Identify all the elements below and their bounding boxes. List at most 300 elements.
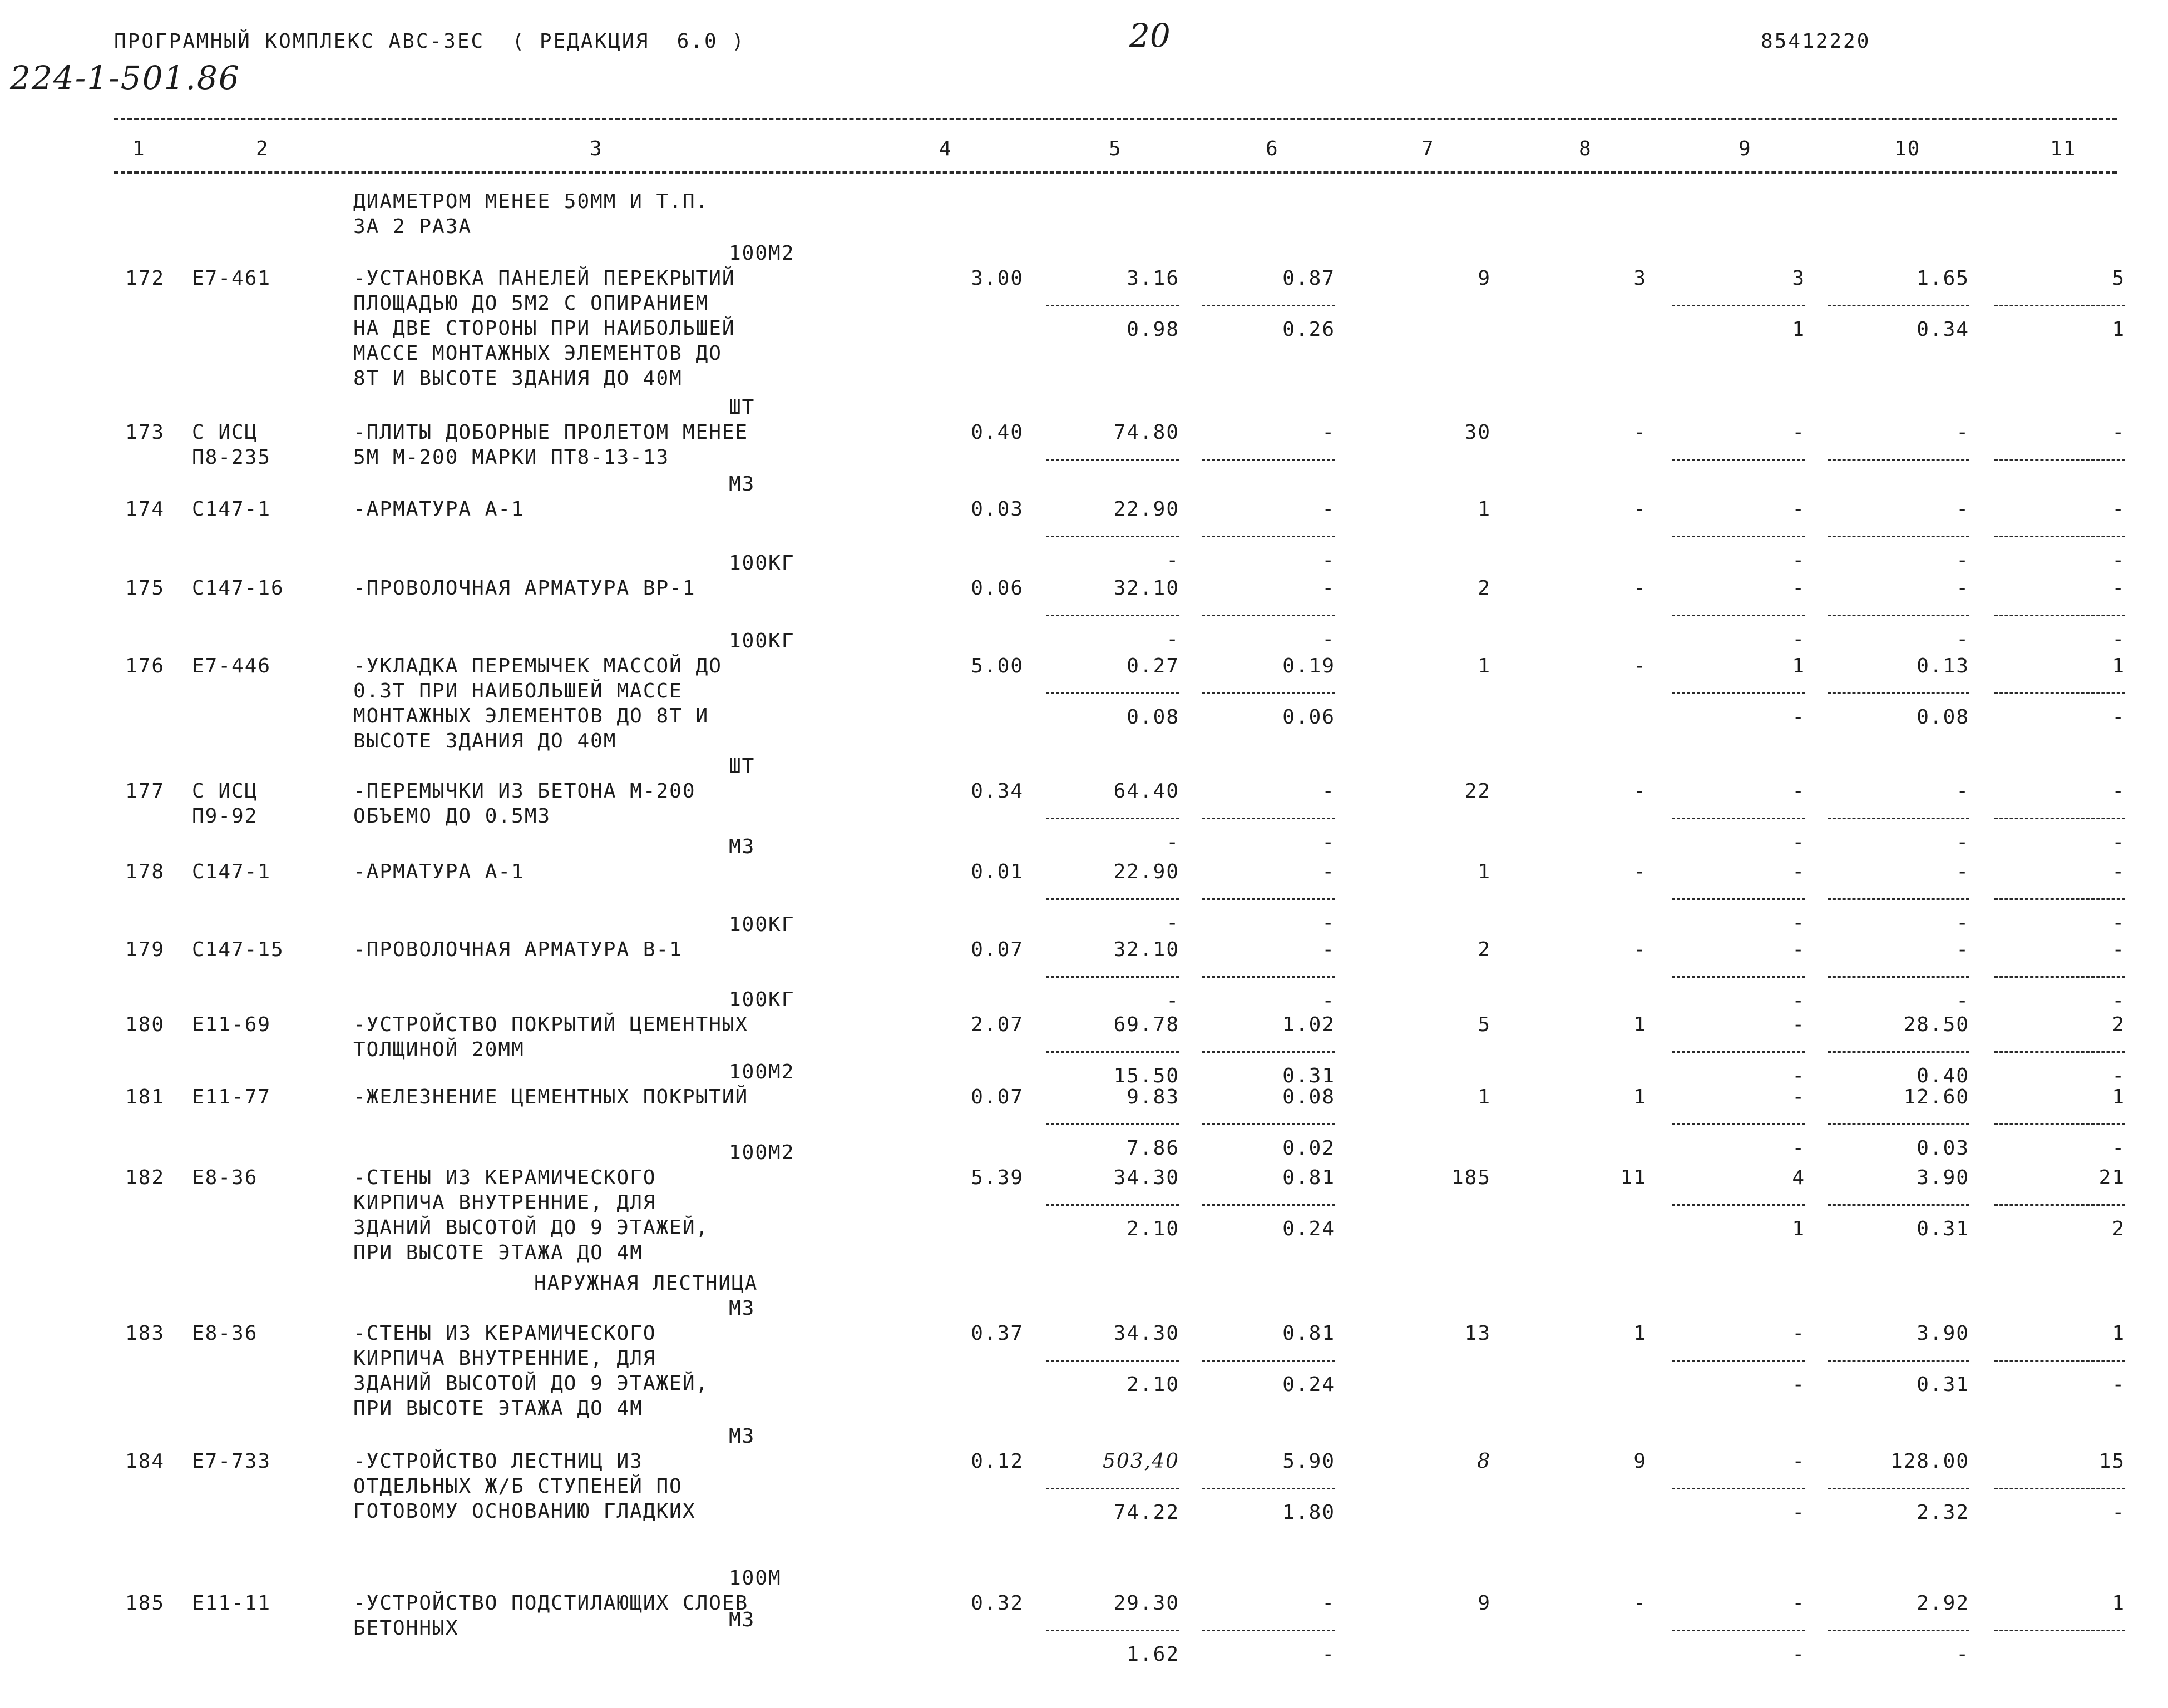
- value-underline: [1202, 976, 1335, 978]
- value-c4: 0.07: [971, 1086, 1024, 1108]
- value-c6: 1.02: [1282, 1013, 1335, 1036]
- value-c6: -: [1322, 498, 1335, 521]
- value-c10b: 0.03: [1917, 1137, 1969, 1160]
- unit-label: М3: [729, 473, 755, 496]
- value-c10: 0.13: [1917, 655, 1969, 677]
- value-c11: -: [2112, 938, 2125, 961]
- unit-label: 100КГ: [729, 913, 795, 936]
- value-c7: 9: [1478, 267, 1491, 290]
- value-c10: -: [1956, 498, 1969, 521]
- value-c10b: 0.31: [1917, 1217, 1969, 1240]
- value-c5b: 1.62: [1127, 1643, 1179, 1666]
- value-c8: -: [1633, 780, 1647, 803]
- value-c8: 1: [1633, 1086, 1647, 1108]
- value-c11: -: [2112, 577, 2125, 600]
- value-c4: 0.37: [971, 1322, 1024, 1345]
- value-c9: -: [1792, 780, 1805, 803]
- value-c5: 32.10: [1113, 938, 1179, 961]
- row-number: 184: [125, 1450, 165, 1473]
- value-c4: 0.12: [971, 1450, 1024, 1473]
- value-c9b: -: [1792, 831, 1805, 854]
- column-header-7: 7: [1421, 137, 1435, 160]
- value-underline: [1046, 1630, 1179, 1631]
- value-c9: -: [1792, 938, 1805, 961]
- value-underline: [1046, 692, 1179, 694]
- value-c5b: 0.08: [1127, 706, 1179, 729]
- value-c4: 0.34: [971, 780, 1024, 803]
- column-header-9: 9: [1739, 137, 1752, 160]
- value-c6b: 0.24: [1282, 1217, 1335, 1240]
- value-underline: [1828, 1123, 1969, 1125]
- value-c6: -: [1322, 421, 1335, 444]
- value-c4: 0.40: [971, 421, 1024, 444]
- value-c10b: 0.08: [1917, 706, 1969, 729]
- value-underline: [1828, 615, 1969, 616]
- value-underline: [1202, 615, 1335, 616]
- column-header-1: 1: [132, 137, 146, 160]
- value-c11b: -: [2112, 549, 2125, 572]
- value-c9b: -: [1792, 989, 1805, 1012]
- value-c5: 29.30: [1113, 1592, 1179, 1615]
- value-underline: [1046, 459, 1179, 461]
- value-c9: -: [1792, 577, 1805, 600]
- value-underline: [1672, 1123, 1805, 1125]
- value-underline: [1202, 692, 1335, 694]
- work-description: -ПРОВОЛОЧНАЯ АРМАТУРА В-1: [353, 938, 683, 961]
- value-c11b: -: [2112, 1065, 2125, 1087]
- value-c11b: -: [2112, 1501, 2125, 1524]
- value-underline: [1994, 818, 2125, 819]
- value-c8: 3: [1633, 267, 1647, 290]
- value-c6b: -: [1322, 1643, 1335, 1666]
- value-c10: -: [1956, 577, 1969, 600]
- value-c11: 1: [2112, 1322, 2125, 1345]
- continuation-description: ДИАМЕТРОМ МЕНЕЕ 50ММ И Т.П. ЗА 2 РАЗА: [353, 190, 709, 238]
- value-underline: [1828, 898, 1969, 900]
- unit-label: ШТ: [729, 396, 755, 419]
- value-c9: -: [1792, 1322, 1805, 1345]
- value-c5: 64.40: [1113, 780, 1179, 803]
- value-c6: 0.87: [1282, 267, 1335, 290]
- value-underline: [1994, 976, 2125, 978]
- value-c11: 1: [2112, 655, 2125, 677]
- value-c10: -: [1956, 421, 1969, 444]
- value-underline: [1994, 459, 2125, 461]
- value-c10: 28.50: [1903, 1013, 1969, 1036]
- value-underline: [1202, 1123, 1335, 1125]
- column-header-3: 3: [590, 137, 603, 160]
- value-c10: 12.60: [1903, 1086, 1969, 1108]
- value-c10: -: [1956, 860, 1969, 883]
- value-underline: [1672, 305, 1805, 306]
- work-description: -ЖЕЛЕЗНЕНИЕ ЦЕМЕНТНЫХ ПОКРЫТИЙ: [353, 1086, 749, 1108]
- value-c9: -: [1792, 1013, 1805, 1036]
- unit-label: 100М: [729, 1567, 782, 1590]
- value-c11: 1: [2112, 1086, 2125, 1108]
- row-number: 177: [125, 780, 165, 803]
- value-underline: [1828, 1204, 1969, 1206]
- value-c5: 34.30: [1113, 1166, 1179, 1189]
- rate-code: Е7-446: [192, 655, 271, 677]
- unit-label: М3: [729, 1297, 755, 1320]
- value-c8: 11: [1620, 1166, 1647, 1189]
- value-c5: 34.30: [1113, 1322, 1179, 1345]
- value-c5b: 15.50: [1113, 1065, 1179, 1087]
- value-c10b: -: [1956, 549, 1969, 572]
- value-underline: [1202, 1204, 1335, 1206]
- unit-label: М3: [729, 835, 755, 858]
- value-c7: 185: [1451, 1166, 1491, 1189]
- value-c9: -: [1792, 1450, 1805, 1473]
- row-number: 175: [125, 577, 165, 600]
- value-underline: [1046, 536, 1179, 537]
- value-c7: 1: [1478, 1086, 1491, 1108]
- row-number: 172: [125, 267, 165, 290]
- unit-label: 100КГ: [729, 552, 795, 575]
- value-c6b: 1.80: [1282, 1501, 1335, 1524]
- value-c10b: 0.40: [1917, 1065, 1969, 1087]
- value-underline: [1828, 1630, 1969, 1631]
- work-description: -СТЕНЫ ИЗ КЕРАМИЧЕСКОГО КИРПИЧА ВНУТРЕННИЕ, ДЛЯ ЗДАНИЙ ВЫСОТОЙ ДО 9 ЭТАЖЕЙ, ПРИ ВЫСОТЕ ЭТАЖА ДО 4М: [353, 1166, 709, 1264]
- document-code: 85412220: [1761, 30, 1871, 53]
- value-underline: [1046, 305, 1179, 306]
- value-c6: 0.81: [1282, 1166, 1335, 1189]
- unit-label: 100КГ: [729, 630, 795, 652]
- work-description: -УКЛАДКА ПЕРЕМЫЧЕК МАССОЙ ДО 0.3Т ПРИ НАИБОЛЬШЕЙ МАССЕ МОНТАЖНЫХ ЭЛЕМЕНТОВ ДО 8Т И ВЫСОТЕ ЗДАНИЯ ДО 40М: [353, 655, 722, 752]
- value-c8: 1: [1633, 1013, 1647, 1036]
- value-underline: [1202, 1630, 1335, 1631]
- value-underline: [1672, 692, 1805, 694]
- value-underline: [1994, 1360, 2125, 1362]
- value-c7: 30: [1464, 421, 1491, 444]
- value-c11: -: [2112, 780, 2125, 803]
- value-underline: [1202, 536, 1335, 537]
- value-underline: [1672, 898, 1805, 900]
- value-c11b: -: [2112, 628, 2125, 651]
- column-header-4: 4: [939, 137, 952, 160]
- section-heading: НАРУЖНАЯ ЛЕСТНИЦА: [534, 1272, 758, 1295]
- rate-code: Е11-69: [192, 1013, 271, 1036]
- value-c9b: -: [1792, 706, 1805, 729]
- value-c11b: -: [2112, 1137, 2125, 1160]
- value-c10b: -: [1956, 1643, 1969, 1666]
- value-c5: 69.78: [1113, 1013, 1179, 1036]
- value-c11b: -: [2112, 706, 2125, 729]
- value-c10: 2.92: [1917, 1592, 1969, 1615]
- value-underline: [1672, 818, 1805, 819]
- header-rule-bottom: [114, 171, 2117, 174]
- value-c4: 0.03: [971, 498, 1024, 521]
- value-c5: 503,40: [1103, 1450, 1179, 1473]
- value-c10b: -: [1956, 628, 1969, 651]
- unit-label: 100КГ: [729, 988, 795, 1011]
- value-c10: 3.90: [1917, 1322, 1969, 1345]
- value-c6b: -: [1322, 912, 1335, 934]
- value-underline: [1046, 898, 1179, 900]
- value-c5: 9.83: [1127, 1086, 1179, 1108]
- value-underline: [1994, 1630, 2125, 1631]
- value-c5b: 2.10: [1127, 1217, 1179, 1240]
- value-c7: 22: [1464, 780, 1491, 803]
- value-c9b: -: [1792, 1065, 1805, 1087]
- value-c6b: 0.26: [1282, 318, 1335, 341]
- value-c5: 0.27: [1127, 655, 1179, 677]
- rate-code: Е7-461: [192, 267, 271, 290]
- unit-label: ШТ: [729, 755, 755, 778]
- value-c11b: 2: [2112, 1217, 2125, 1240]
- value-c9: 3: [1792, 267, 1805, 290]
- value-c8: -: [1633, 655, 1647, 677]
- value-c9: -: [1792, 1592, 1805, 1615]
- value-underline: [1994, 536, 2125, 537]
- header-rule-top: [114, 118, 2117, 120]
- rate-code: Е8-36: [192, 1322, 258, 1345]
- value-c6b: -: [1322, 628, 1335, 651]
- page-number: 20: [1129, 17, 1171, 55]
- value-c8: -: [1633, 498, 1647, 521]
- rate-code: С147-15: [192, 938, 284, 961]
- value-c5b: 74.22: [1113, 1501, 1179, 1524]
- rate-code: Е7-733: [192, 1450, 271, 1473]
- value-underline: [1828, 976, 1969, 978]
- value-c6: -: [1322, 860, 1335, 883]
- value-underline: [1672, 615, 1805, 616]
- work-description: -УСТРОЙСТВО ПОДСТИЛАЮЩИХ СЛОЕВ БЕТОННЫХ: [353, 1592, 749, 1640]
- value-c5: 22.90: [1113, 860, 1179, 883]
- value-c9b: -: [1792, 1373, 1805, 1396]
- value-underline: [1672, 1204, 1805, 1206]
- value-underline: [1046, 1360, 1179, 1362]
- value-underline: [1672, 1488, 1805, 1489]
- value-c4: 0.06: [971, 577, 1024, 600]
- value-c9b: -: [1792, 912, 1805, 934]
- column-header-2: 2: [256, 137, 269, 160]
- value-c5: 3.16: [1127, 267, 1179, 290]
- row-number: 182: [125, 1166, 165, 1189]
- value-underline: [1994, 898, 2125, 900]
- value-underline: [1046, 976, 1179, 978]
- row-number: 173: [125, 421, 165, 444]
- work-description: -СТЕНЫ ИЗ КЕРАМИЧЕСКОГО КИРПИЧА ВНУТРЕННИЕ, ДЛЯ ЗДАНИЙ ВЫСОТОЙ ДО 9 ЭТАЖЕЙ, ПРИ ВЫСОТЕ ЭТАЖА ДО 4М: [353, 1322, 709, 1420]
- unit-label: 100М2: [729, 1141, 795, 1164]
- value-c7: 1: [1478, 498, 1491, 521]
- value-c4: 5.00: [971, 655, 1024, 677]
- rate-code: С147-1: [192, 860, 271, 883]
- value-c5b: -: [1166, 831, 1179, 854]
- value-underline: [1202, 1051, 1335, 1053]
- value-underline: [1202, 818, 1335, 819]
- value-underline: [1046, 1051, 1179, 1053]
- value-c9b: -: [1792, 1643, 1805, 1666]
- value-c9: -: [1792, 860, 1805, 883]
- row-number: 174: [125, 498, 165, 521]
- work-description: -УСТАНОВКА ПАНЕЛЕЙ ПЕРЕКРЫТИЙ ПЛОЩАДЬЮ ДО 5М2 С ОПИРАНИЕМ НА ДВЕ СТОРОНЫ ПРИ НАИБОЛЬШЕЙ МАССЕ МОНТАЖНЫХ ЭЛЕМЕНТОВ ДО 8Т И ВЫСОТЕ ЗДАНИЯ ДО 40М: [353, 267, 735, 390]
- value-c4: 0.07: [971, 938, 1024, 961]
- value-c9b: -: [1792, 1137, 1805, 1160]
- value-underline: [1672, 1051, 1805, 1053]
- value-c5: 22.90: [1113, 498, 1179, 521]
- value-underline: [1994, 692, 2125, 694]
- value-c10: -: [1956, 780, 1969, 803]
- value-underline: [1046, 1204, 1179, 1206]
- value-c9b: 1: [1792, 318, 1805, 341]
- value-c7: 8: [1477, 1450, 1491, 1473]
- value-c9: 4: [1792, 1166, 1805, 1189]
- value-c5b: 7.86: [1127, 1137, 1179, 1160]
- row-number: 179: [125, 938, 165, 961]
- rate-code: Е11-11: [192, 1592, 271, 1615]
- value-c8: 1: [1633, 1322, 1647, 1345]
- value-c11: -: [2112, 498, 2125, 521]
- value-c4: 3.00: [971, 267, 1024, 290]
- value-underline: [1828, 1051, 1969, 1053]
- value-c10b: -: [1956, 831, 1969, 854]
- value-c11: 21: [2098, 1166, 2125, 1189]
- value-underline: [1672, 976, 1805, 978]
- column-header-8: 8: [1579, 137, 1592, 160]
- work-description: -ПЛИТЫ ДОБОРНЫЕ ПРОЛЕТОМ МЕНЕЕ 5М М-200 МАРКИ ПТ8-13-13: [353, 421, 749, 469]
- value-c6: -: [1322, 938, 1335, 961]
- value-c6: 0.08: [1282, 1086, 1335, 1108]
- work-description: -ПРОВОЛОЧНАЯ АРМАТУРА ВР-1: [353, 577, 696, 600]
- value-underline: [1202, 1488, 1335, 1489]
- unit-label: М3: [729, 1425, 755, 1448]
- value-c8: -: [1633, 860, 1647, 883]
- value-c10b: 0.34: [1917, 318, 1969, 341]
- value-c7: 1: [1478, 860, 1491, 883]
- value-c4: 0.01: [971, 860, 1024, 883]
- value-underline: [1828, 818, 1969, 819]
- value-c7: 13: [1464, 1322, 1491, 1345]
- value-underline: [1994, 615, 2125, 616]
- work-description: -УСТРОЙСТВО ЛЕСТНИЦ ИЗ ОТДЕЛЬНЫХ Ж/Б СТУПЕНЕЙ ПО ГОТОВОМУ ОСНОВАНИЮ ГЛАДКИХ: [353, 1450, 696, 1523]
- value-underline: [1828, 1488, 1969, 1489]
- value-c11b: -: [2112, 1373, 2125, 1396]
- value-c9: -: [1792, 1086, 1805, 1108]
- value-c10b: 2.32: [1917, 1501, 1969, 1524]
- rate-code: С147-16: [192, 577, 284, 600]
- value-underline: [1994, 1123, 2125, 1125]
- value-c11: 15: [2098, 1450, 2125, 1473]
- value-underline: [1672, 1630, 1805, 1631]
- row-number: 178: [125, 860, 165, 883]
- value-underline: [1672, 459, 1805, 461]
- column-header-6: 6: [1266, 137, 1279, 160]
- value-underline: [1202, 1360, 1335, 1362]
- value-c10b: -: [1956, 912, 1969, 934]
- value-c10: 1.65: [1917, 267, 1969, 290]
- rate-code: Е11-77: [192, 1086, 271, 1108]
- value-c9: -: [1792, 498, 1805, 521]
- work-description: -УСТРОЙСТВО ПОКРЫТИЙ ЦЕМЕНТНЫХ ТОЛЩИНОЙ 20ММ: [353, 1013, 749, 1061]
- value-c6b: -: [1322, 831, 1335, 854]
- handwritten-reference: 224-1-501.86: [10, 59, 240, 97]
- value-c4: 5.39: [971, 1166, 1024, 1189]
- program-title: ПРОГРАМНЫЙ КОМПЛЕКС АВС-ЗЕС ( РЕДАКЦИЯ 6.0 ): [114, 30, 745, 53]
- value-c6b: 0.24: [1282, 1373, 1335, 1396]
- value-c6: 0.81: [1282, 1322, 1335, 1345]
- value-c5: 32.10: [1113, 577, 1179, 600]
- value-c4: 2.07: [971, 1013, 1024, 1036]
- value-c6: -: [1322, 1592, 1335, 1615]
- row-number: 176: [125, 655, 165, 677]
- value-underline: [1828, 459, 1969, 461]
- value-c8: -: [1633, 421, 1647, 444]
- value-c11b: -: [2112, 831, 2125, 854]
- value-c11b: 1: [2112, 318, 2125, 341]
- value-underline: [1828, 305, 1969, 306]
- value-underline: [1994, 1051, 2125, 1053]
- value-c8: -: [1633, 577, 1647, 600]
- value-underline: [1202, 305, 1335, 306]
- value-c6: -: [1322, 780, 1335, 803]
- value-c7: 1: [1478, 655, 1491, 677]
- value-c10: -: [1956, 938, 1969, 961]
- value-c6: -: [1322, 577, 1335, 600]
- value-c6b: 0.31: [1282, 1065, 1335, 1087]
- row-number: 185: [125, 1592, 165, 1615]
- value-underline: [1046, 615, 1179, 616]
- work-description: -АРМАТУРА А-1: [353, 498, 525, 521]
- rate-code: С147-1: [192, 498, 271, 521]
- value-underline: [1202, 459, 1335, 461]
- rate-code: С ИСЦ П9-92: [192, 780, 258, 828]
- rate-code: С ИСЦ П8-235: [192, 421, 271, 469]
- value-c10: 128.00: [1890, 1450, 1969, 1473]
- value-c5b: -: [1166, 628, 1179, 651]
- column-header-10: 10: [1894, 137, 1921, 160]
- value-c5b: -: [1166, 989, 1179, 1012]
- value-c7: 2: [1478, 577, 1491, 600]
- unit-label: 100М2: [729, 242, 795, 265]
- value-c6: 5.90: [1282, 1450, 1335, 1473]
- value-c11: 2: [2112, 1013, 2125, 1036]
- column-header-5: 5: [1109, 137, 1122, 160]
- row-number: 180: [125, 1013, 165, 1036]
- value-c11: -: [2112, 860, 2125, 883]
- value-c7: 2: [1478, 938, 1491, 961]
- value-c11b: -: [2112, 912, 2125, 934]
- value-underline: [1828, 692, 1969, 694]
- value-c11: -: [2112, 421, 2125, 444]
- value-c9b: -: [1792, 1501, 1805, 1524]
- value-c9b: -: [1792, 628, 1805, 651]
- value-c11: 5: [2112, 267, 2125, 290]
- value-c9: 1: [1792, 655, 1805, 677]
- value-c5b: 2.10: [1127, 1373, 1179, 1396]
- value-underline: [1202, 898, 1335, 900]
- value-c10b: 0.31: [1917, 1373, 1969, 1396]
- value-c6b: 0.02: [1282, 1137, 1335, 1160]
- value-c6b: -: [1322, 549, 1335, 572]
- value-underline: [1994, 1488, 2125, 1489]
- column-header-11: 11: [2050, 137, 2077, 160]
- row-number: 181: [125, 1086, 165, 1108]
- trailing-unit: М3: [729, 1608, 755, 1631]
- value-underline: [1828, 536, 1969, 537]
- value-underline: [1672, 536, 1805, 537]
- value-c5: 74.80: [1113, 421, 1179, 444]
- value-c9b: 1: [1792, 1217, 1805, 1240]
- value-c10b: -: [1956, 989, 1969, 1012]
- value-c6: 0.19: [1282, 655, 1335, 677]
- value-c5b: -: [1166, 912, 1179, 934]
- value-underline: [1994, 305, 2125, 306]
- value-underline: [1046, 1488, 1179, 1489]
- value-c4: 0.32: [971, 1592, 1024, 1615]
- value-c6b: 0.06: [1282, 706, 1335, 729]
- value-c5b: 0.98: [1127, 318, 1179, 341]
